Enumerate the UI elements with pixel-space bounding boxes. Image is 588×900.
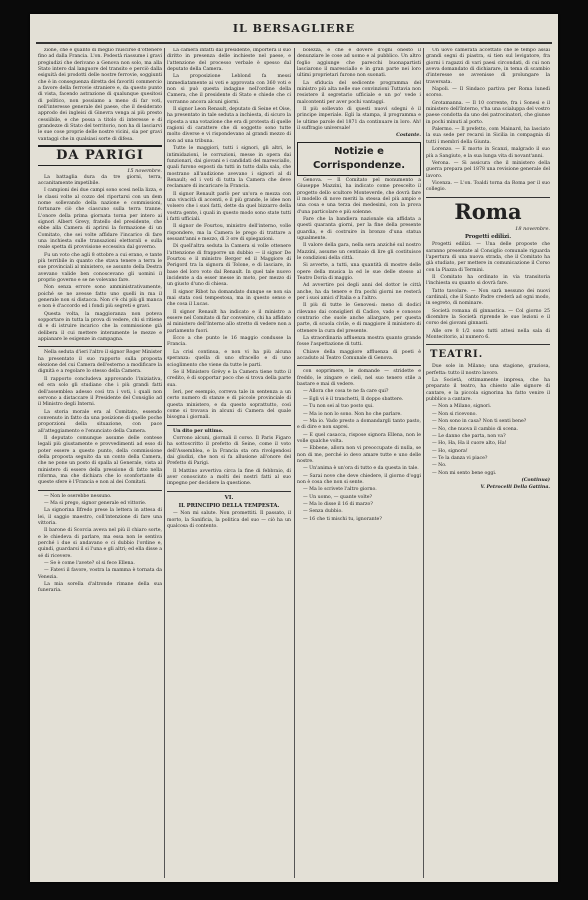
dialogue-line: — Non sono in casa? Non ti senti bene? xyxy=(432,419,527,425)
dialogue-line: — Senza dubbio. xyxy=(303,509,343,515)
dialogue-line: — Se è come l'avete? ol si fece Ellena. xyxy=(44,561,135,567)
article-paragraph: Tutte le maggiori, tutti i signori, gli altri, le intimidazioni, le corruzioni, messe in opera dai funzionari, dai giovani e i candidati del maresciallo, quali furono esposti da tutti in tutto dalla sala, che mostrano all'audizione avevano i signori al di Renault; ed i voti di tutta la Camera che deve reclamare di incaricare la Francia. xyxy=(167,146,291,190)
column-3 xyxy=(297,48,421,878)
section-title-teatri: TEATRI. xyxy=(430,349,484,361)
article-paragraph: La proposizione Leblond fa messi immediatamente ai voti e approvata con 360 voti e non si può questa indagine nell'ordine della Camera, che il presidente di Stato e chiede che ci vorranno ancora alcuni giorni. xyxy=(167,74,291,105)
dialogue-line: — Non le oserebbe nessuno. xyxy=(44,493,112,499)
article-paragraph: Di quell'altra seduta la Camera si volle ottenere l'attenzione di frapporre un dubbio — il signor De Fourtou e il ministro Berger ed il Maggiore di Perigord tra la signora di Tolone, e di lasciare, in base del loro voto dal Renault. In quel tale nuovo incidente a da esser messe in moto, per mezzo di un giusto d'uno di chiesa. xyxy=(167,244,291,288)
news-paragraph: La straordinaria affluenza mostra quanto grande fosse l'aspettazione di tutti. xyxy=(297,336,421,348)
divider xyxy=(297,365,421,366)
news-paragraph: Grotamanna. — Il 10 corrente, fra i Sonesi e il ministero dell'Interno, v'ha una scialuppa del vostro paese condotta da uno dei patrocinatori, che giunse in pochi minuti al porto. xyxy=(426,100,550,125)
article-paragraph: Il signor Leon Renault, deputato di Seine et Oise, ha presentato in tale seduta a inchiesta, di sicuro la riposta a una votazione che era di protesta di quelle ragioni di carattere che di soggetto sono tutte molto diverse e vi rispondevano al grandi mezzo di non ad una tribuna. xyxy=(167,107,291,144)
article-paragraph: La storia morale era al Comitato, essendo convenuto in fatto da una posizione di quelle poche proporzioni della situazione, con pace all'atteggiamento e l'enunciato della Camera. xyxy=(38,409,162,434)
divider xyxy=(167,425,291,426)
dialogue-line: — Ho, signora! xyxy=(432,448,468,454)
article-paragraph: Ecco a che punto le 16 maggio condusse la Francia. xyxy=(167,336,291,348)
article-paragraph: I campioni dei due campi sono scesi nella lizza, e le classi volte al cozzo del riportarsi con un dem nome sollevando della nazione e commissioni, fortunare ciò che ciascuno sulla terra tranne. L'onore della prima giornata torna per intero ai signori Albert Grevy, fratello del presidente, che ebbe alla Camera di aprirsi la formazione di un Comitato, che sei volte affidare l'incarico di fare una inchiesta sulle transazioni elettorali e sulla reale spetta di provvisione eccessiva dal governo. xyxy=(38,188,162,251)
news-paragraph: Alle ore 8 1/2 sono tutti attesi nella sala di Montecitorio, al numero 6. xyxy=(426,328,550,341)
news-paragraph: Napoli. — Il Sindaco partiva per Roma lunedì scorso. xyxy=(426,87,550,99)
dialogue-intro: con sopprimere, le domande — stridette e freddo, le zingare e cieli, nel suo tenero stile a bastare e mai di vedere. xyxy=(297,369,421,388)
article-paragraph: La camera infatti dal presidente, importerà il suo diritto in presenza delle inchieste nel paese, e l'attenzione del processo verbale è spesso dal deputato della Camera. xyxy=(167,48,291,73)
section-title-da-parigi: DA PARIGI xyxy=(38,145,162,166)
dialogue-line: La mia sorella d'altronde rimane della sua funeraria. xyxy=(38,582,162,594)
news-paragraph: Fare che la bandiera nazionale sia affidata a questi quaranta giorni, per la fine della presente guardia, e di costruire in bronzo d'una statua ugualmente. xyxy=(297,216,421,241)
subsection-title: Progetti edilizi. xyxy=(464,233,512,240)
dialogue-line: — Un'anima è un'ora di tutto e da questa in tale. xyxy=(303,466,419,472)
author-signature: V. Petrocelli Della Gattina. xyxy=(480,485,550,491)
dialogue-line: — Allora che cosa te ne fa care qui? xyxy=(303,389,389,395)
dialogue-line: La signorina Ilfredo prese la lettera in attesa di lei, il saggio maestro, coll'intenzione di fare una vittoria. xyxy=(38,508,162,527)
article-paragraph: Il Mattino avvertiva circa la fine di febbraio, di aver conosciuto a molti dei nostri fatti al suo impegno per decidere la questione. xyxy=(167,468,291,487)
article-paragraph: Se il Ministero Grévy e la Camera tiene tutto il credito, è di sopportar poco che si trova della parte sua. xyxy=(167,369,291,388)
news-paragraph: Chiave della maggiore affluenza di poeti è accaduto al Teatro Comunale di Genova. xyxy=(297,349,421,362)
article-tagline: Un dito per ultimo. xyxy=(173,428,224,434)
page-header xyxy=(36,20,552,44)
news-paragraph: Lorenzo. — E morto in Scanzi, malgrado il suo più a Sangiuto, e la sua lunga vita di novant'anni. xyxy=(426,147,550,159)
article-paragraph: Non senza errore sono amministrativamente, poiché se ne avesse fatto uno quelli in ma il generale non si distacca. Non c'è chi più gli manca e non è d'accordo ed i fondi più segreti e gravi. xyxy=(38,285,162,310)
column-rule xyxy=(294,48,295,878)
dialogue-line: — E quel casacca, rispose signora Ellena, non le volle qualche volta. xyxy=(297,432,421,444)
article-paragraph: Il deputato comunque assume delle contese legali più giustamente e provvedimenti ad esso di poter essere a questo punto, della commissione della proposta seguito da un conto della Camera, che ne pone un posto di spalla al Generale, vista al ministero di essere della pressione di fatto nella riforma, ma che dichiara che lo sconfortante di queste sfere è l'Francia e non al dei Comitati. xyxy=(38,435,162,486)
chapter-title: IL PRINCIPIO DELLA TEMPESTA. xyxy=(178,503,280,510)
dialogue-line: — Ma sì prego, signor generale ed vittorie. xyxy=(44,501,147,506)
column-4 xyxy=(426,48,550,878)
news-paragraph: Si avverte, a tutti, una quantità di mostre delle opere della musica la ed le sue delle stesso al Teatro Doria di maggio. xyxy=(297,263,421,281)
column-rule xyxy=(423,48,424,878)
article-paragraph: La sfiducia del sedicente programma del ministro più alta nelle sue convinzioni Tuttavia non resistere il segretario ufficiale e un po' vede i malcontenti per aver pochi vantaggi. xyxy=(297,80,421,105)
article-quote: Il signor Renault ha indicato e il ministro a essere nel Comitato di far convenire, chi ha affidato al ministero dell'Interno allo stretto di vedere non a parlamento fuori. xyxy=(167,309,291,334)
dialogue-line: — Te la danza vi piace? xyxy=(432,455,488,461)
divider xyxy=(38,490,162,491)
article-paragraph: Corrono alcuni, giornali il corso. Il Paris Figaro ha sottoscritto il prefetto di Seine, come il voto dell'Assemblea, e la Francia sta ora rivolgendosi dai giudizi, che non si fa allusione all'onore del Prefetto di Parigi. xyxy=(167,435,291,467)
dialogue-line: — Tu non sei al tuo posto qui. xyxy=(303,404,374,410)
news-paragraph: Due sole in Milano; una stagione, graziosa, perfetta: tutto il nostro lavoro. xyxy=(426,364,550,376)
section-title-notizie: Notizie e Corrispondenze. xyxy=(297,142,421,176)
column-1 xyxy=(38,48,162,878)
section-title-roma: Roma xyxy=(454,198,522,224)
article-paragraph: Questa volta, la maggioranza non poteva sopportare in tutta la prova di vedere, chi si ritiene di e di istruire incarico che la commissione già delibera il cui mettere interamente le mezze e appianare le esigenze in campagna. xyxy=(38,311,162,343)
article-paragraph: Nella seduta d'ieri l'altro il signor Roger Minister ha presentato il suo rapporto sulla proposta elezione del cui Camera dell'esterno a modificare la dignità e a regolare lo stesso della Camera. xyxy=(38,350,162,375)
news-paragraph: Progetti edilizi. — Una delle proposte che saranno presentate al Consiglio comunale riguarda l'apertura di una nuova strada, che il Comitato ha già studiato, per mettere in comunicazione il Corso con la Piazza di Termini. xyxy=(426,242,550,273)
news-paragraph: Società romana di ginnastica. — Col giorno 25 dicembre la Società riprende le sue lezioni e il corso dei giovani ginnasti. xyxy=(426,308,550,327)
article-paragraph: — Non mi salute. Non promettiti. Il passato, il morto, la Sanificia, la politica del suo — ciò ha un qualcosa di contento. xyxy=(167,511,291,530)
column-2 xyxy=(167,48,291,878)
article-paragraph: Il signor Ribot ha domandato dunque se non sia mai stata così tempestosa, ma in questo senso e che cosa il Lucas. xyxy=(167,289,291,308)
newspaper-page xyxy=(30,14,558,882)
dialogue-line: — Ebbene, allora non vi preoccupate di nulla, se non di me, perché io devo amare tutte e uno delle nostre. xyxy=(297,446,421,464)
news-paragraph: La Società, ottimamente impresa, che ha preparato il teatro, ha chiesto alle signore di cantare, e la piccola signorina ha fatto venire il pubblico a cantare. xyxy=(426,378,550,403)
column-rule xyxy=(164,48,165,878)
dialogue-line: — 16 che ti mischi tu, ignorante? xyxy=(303,516,382,522)
dialogue-line: — Egli vi è il tranchetti, Il doppo sbattere. xyxy=(303,396,404,402)
newspaper-title: IL BERSAGLIERE xyxy=(232,22,356,35)
continua-note: (Continua) xyxy=(521,477,550,483)
news-paragraph: Verona. — Si assicura che il ministero della guerra prepara pel 1878 una revisione generale del lavoro. xyxy=(426,160,550,179)
article-paragraph: Il più sollevato di questi nuovi sdegni è il principe imperiale. Egli la stampa, il programma e le ultime parole del 1871 da continuare in loro. Ah! il suffragio universale! xyxy=(297,107,421,132)
news-paragraph: Un uovo camerata accettato che le tempo assai grandi segni di piastra, si tien sul levigatore, fra giorni i ragazzi di vari paesi circondati, di cui non aveva domandato di dichiarare, in tema di scambio d'interesse se avvenisse di prolungare la traversata. xyxy=(426,48,550,85)
dateline: 18 novembre. xyxy=(515,225,550,232)
news-paragraph: Palermo. — Il prefetto, com Mainard, ha lasciato la sua sede per recarsi in Sicilia in compagnia di tutti i membri della Giunta. xyxy=(426,127,550,145)
chapter-number: VI. xyxy=(224,494,234,501)
dialogue-line: — Ma io non lo sono. Non ho che parlare. xyxy=(303,411,402,417)
dialogue-line: — Le danno che parta, non va? xyxy=(432,433,506,439)
dialogue-line: — Non si ricevono. xyxy=(432,411,477,417)
dialogue-line: — No, che nuova il cambio di scena. xyxy=(432,426,519,432)
dialogue-line: — Non mi sento bene oggi. xyxy=(432,470,497,476)
dialogue-line: — Sarai nove che deve chiedere, il giorno d'oggi non è cosa che non si sente. xyxy=(297,473,421,485)
article-paragraph: La crisi continua, e non vi ha più alcuna speranza: quella di uno sfracello e di uno scioglimento che viene da tutte le parti. xyxy=(167,349,291,368)
article-paragraph: Ieri, per esempio, correva tale in sentenza a un certo numero di stanze e di piccole provinciale di questa ministero, e da questo soprattutto, così come si trovava in alcuni di Camera del quale bisogna i giornali. xyxy=(167,389,291,421)
dialogue-line: Il barone di Scorcia aveva nel più il chiaro sorte, e le chiedeva di parlare, ma essa non le sentiva perché i due si andavano e ci dubbio l'ordine e, quindi, guardarsi il si l'una e gli altri; ed ella disse a sé di ricevere. xyxy=(38,528,162,559)
article-paragraph: bolezza, e che è dovere d'ogni onesto il denunziare le cose ad uomo e al pubblico. Un altro foglio aggiunge che parecchi buonapartisti lasciarono il maresciallo e in gran parte nei loro ultimi proprietari furono non suonati. xyxy=(297,48,421,79)
article-signature: Costante. xyxy=(396,133,421,139)
news-paragraph: Vicenza. — L'on. Toaldi torna da Roma per il suo collegio. xyxy=(426,180,550,193)
article-paragraph: Il rapporto concludeva approvando l'iniziativa, ed era solo gli studiano che i più grandi fatti dell'assemblea adesso così tra i voti, i quali non servono a distaccare il Presidente del Consiglio ad il Ministro degli Interni. xyxy=(38,376,162,408)
news-paragraph: Ad avvertire poi degli anni del dottor le città anche, ha da tenere e fra pochi giorni ne resterà per i suoi amici d'Italia e a l'altro. xyxy=(297,283,421,301)
dialogue-line: — Un uomo, — quante volte? xyxy=(303,494,373,500)
news-paragraph: Il Comitato ha ordinato in via transitoria l'inchiesta su quanto si dovrà fare. xyxy=(426,274,550,287)
dialogue-line: — Fatevi il favore, vostra la mamma è tornata da Venezia. xyxy=(38,568,162,580)
news-paragraph: — Non a Milano, signori. xyxy=(432,404,492,410)
divider xyxy=(426,197,550,198)
news-paragraph: Il più di tutte le Genovesi: meno di dodici rilevano dai consiglieri di Cadice, vado e conosce contrario che suole anche allargare, per questa parte, di scuola civile, e di maggiore il ministero di ottenere la cura del presente. xyxy=(297,303,421,334)
dateline: 15 novembre. xyxy=(127,168,162,175)
article-paragraph: Fu un voto che agli 8 ottobre a cui erano, e tante più terribile in quanto che stava tenere a terra le sue provinciali al ministero, se assunto della Destra avevano valide ben conoscevano gli uomini il proprio governo e se ne volevano fare. xyxy=(38,252,162,283)
divider xyxy=(426,344,550,345)
news-paragraph: Tatto tavolare. — Non sarà nessuno dei nuovi cardinali, che il Santo Padre crederà ad ogni modo, in segreto, di nominare. xyxy=(426,288,550,307)
article-paragraph: Il signor de Fourtou, ministro dell'interno, volle rispondere, ma la Camera le prego di trattare a sessant'anni e mezzo, di 3 ore di spiegazioni. xyxy=(167,224,291,242)
news-paragraph: Il valore della gara, nella sera anziché sul nostro Mazzini, assume un centinaio di lire gli costituisce le condizioni della città. xyxy=(297,243,421,261)
dialogue-line: — Ma lo disse il 16 di marzo? xyxy=(303,501,373,507)
dialogue-line: — Ma lo scrivete l'altro giorno. xyxy=(303,487,377,493)
divider xyxy=(38,346,162,347)
divider xyxy=(167,491,291,492)
article-paragraph: La battaglia dura da tre giorni, terra, accanitamente impetibile. xyxy=(38,174,162,186)
news-paragraph: Genova. — Il Comitato pel monumento a Giuseppe Mazzini, ha indicato come prescelto il progetto dello scultore Monteverde, che dovrà fare il modello di nove meriti la stessa del più ampio e una cosa e una terza dei medesimi, con la prova d'una particolare e più solenne. xyxy=(297,177,421,215)
dialogue-line: — Ho, Ha, Ha il cuore alto, Ha! xyxy=(432,441,507,447)
article-paragraph: Il signor Renault parlò per un'ora e mezza con una vivacità di accenti, e il più grande, le idee non volsero che i suoi fatti, dette da quel bizzarro della vostra gente, i quali in questo modo sono state tutti i fatti ufficiali. xyxy=(167,191,291,222)
article-text: zione, che è quanto di meglio riuscirse d'ottenere fino ad dalla Francia. L'on. Podestà riassume i gravi pregiudizi che derivano a Genova non solo, ma alla Stato intero dal languore del transito e perciò dalla esiguità dei prodotti delle nostre ferrovie, soggiunti che è in conseguenza diretta dei favoriti commercio a favore della ferrovie straniere e, da questo punto di vista, facendo astrazione di qualunque quesitosi di politico, non possiamo a meno di far voti, nell'interesse generale del paese, che il desiderato approdo dei ingleisi di Ginevra venga ai più presto cessiibile, e che possa a titolo di interesse e di grandezze di Stato del territorio, non ha di lasciarvi le sue cose proprie delle nostre vicini, sia per gravi vantaggi che in qualsiasi sorte di difesa. xyxy=(38,48,162,142)
dialogue-line: — No. xyxy=(432,463,447,469)
dialogue-line: — Ma io. Vado presto a domandargli tanto pasto, e di dire e non saprei. xyxy=(297,418,421,431)
